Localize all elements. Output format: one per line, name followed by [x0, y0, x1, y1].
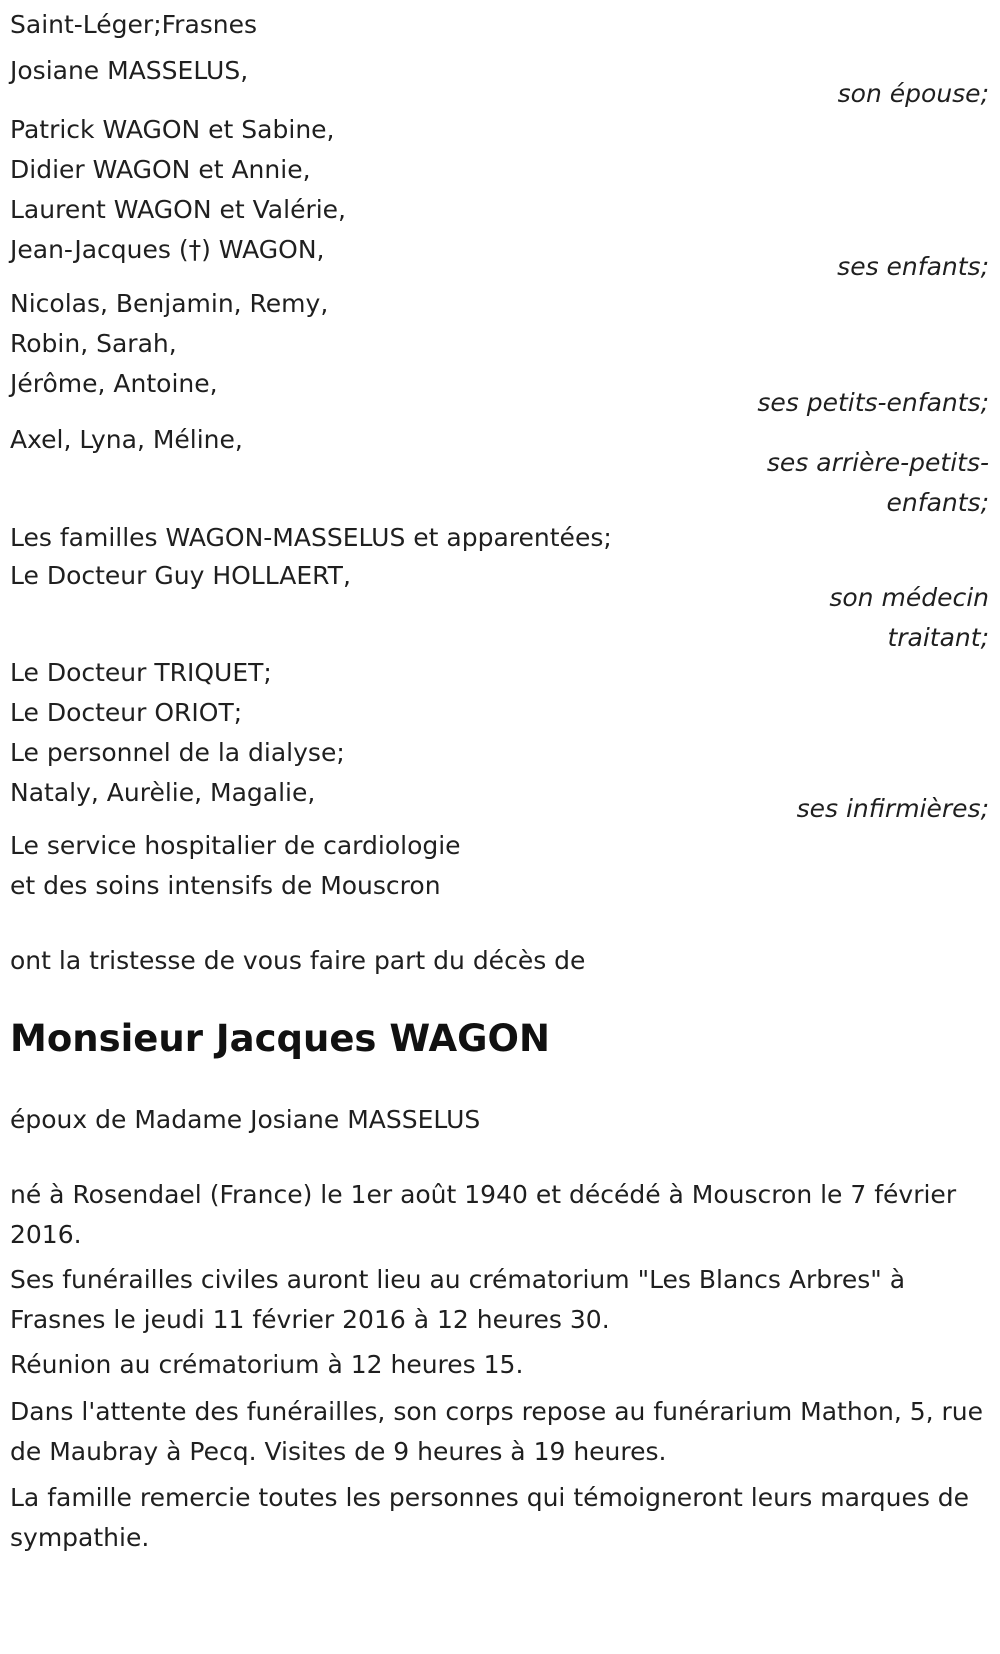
funeral-paragraph: Ses funérailles civiles auront lieu au crématorium "Les Blancs Arbres" à Frasnes le jeudi 11 février 2016 à 12 heures 30. [10, 1265, 906, 1334]
nurses-role: ses infirmières; [796, 794, 989, 823]
hospital-line: et des soins intensifs de Mouscron [10, 871, 441, 900]
location-line: Saint-Léger;Frasnes [10, 10, 258, 39]
spouse-role: son épouse; [837, 79, 989, 108]
child-name: Jean-Jacques (†) WAGON, [10, 235, 325, 264]
great-grandchildren-role-line: enfants; [886, 488, 989, 517]
families-line: Les familles WAGON-MASSELUS et apparentées; [10, 523, 612, 552]
announcement-line: ont la tristesse de vous faire part du décès de [10, 946, 586, 975]
other-line: Le personnel de la dialyse; [10, 738, 345, 767]
grandchildren-list [10, 284, 328, 404]
others-list [10, 653, 345, 813]
child-name: Patrick WAGON et Sabine, [10, 115, 335, 144]
grandchildren-role: ses petits-enfants; [757, 388, 989, 417]
birth-death-paragraph: né à Rosendael (France) le 1er août 1940 et décédé à Mouscron le 7 février 2016. [10, 1180, 957, 1249]
child-name: Didier WAGON et Annie, [10, 155, 311, 184]
spouse-of-line: époux de Madame Josiane MASSELUS [10, 1105, 481, 1134]
children-role: ses enfants; [837, 252, 989, 281]
grandchild-names: Jérôme, Antoine, [10, 369, 218, 398]
other-line: Nataly, Aurèlie, Magalie, [10, 778, 316, 807]
doctor-role-line: traitant; [887, 623, 989, 652]
hospital-line: Le service hospitalier de cardiologie [10, 831, 461, 860]
doctor-role [829, 578, 989, 658]
child-name: Laurent WAGON et Valérie, [10, 195, 346, 224]
other-line: Le Docteur TRIQUET; [10, 658, 272, 687]
doctor-role-line: son médecin [829, 583, 989, 612]
deceased-name: Monsieur Jacques WAGON [10, 1017, 550, 1060]
great-grandchildren-role [767, 443, 989, 523]
children-list [10, 110, 346, 270]
reunion-paragraph: Réunion au crématorium à 12 heures 15. [10, 1350, 524, 1379]
hospital-service [10, 826, 461, 906]
spouse-name: Josiane MASSELUS, [10, 56, 249, 85]
doctor-name: Le Docteur Guy HOLLAERT, [10, 561, 351, 590]
thanks-paragraph: La famille remercie toutes les personnes qui témoigneront leurs marques de sympathie. [10, 1483, 970, 1552]
grandchild-names: Nicolas, Benjamin, Remy, [10, 289, 329, 318]
wake-paragraph: Dans l'attente des funérailles, son corps repose au funérarium Mathon, 5, rue de Maubray à Pecq. Visites de 9 heures à 19 heures. [10, 1397, 984, 1466]
other-line: Le Docteur ORIOT; [10, 698, 243, 727]
grandchild-names: Robin, Sarah, [10, 329, 177, 358]
great-grandchildren-names: Axel, Lyna, Méline, [10, 425, 243, 454]
great-grandchildren-role-line: ses arrière-petits- [766, 448, 989, 477]
